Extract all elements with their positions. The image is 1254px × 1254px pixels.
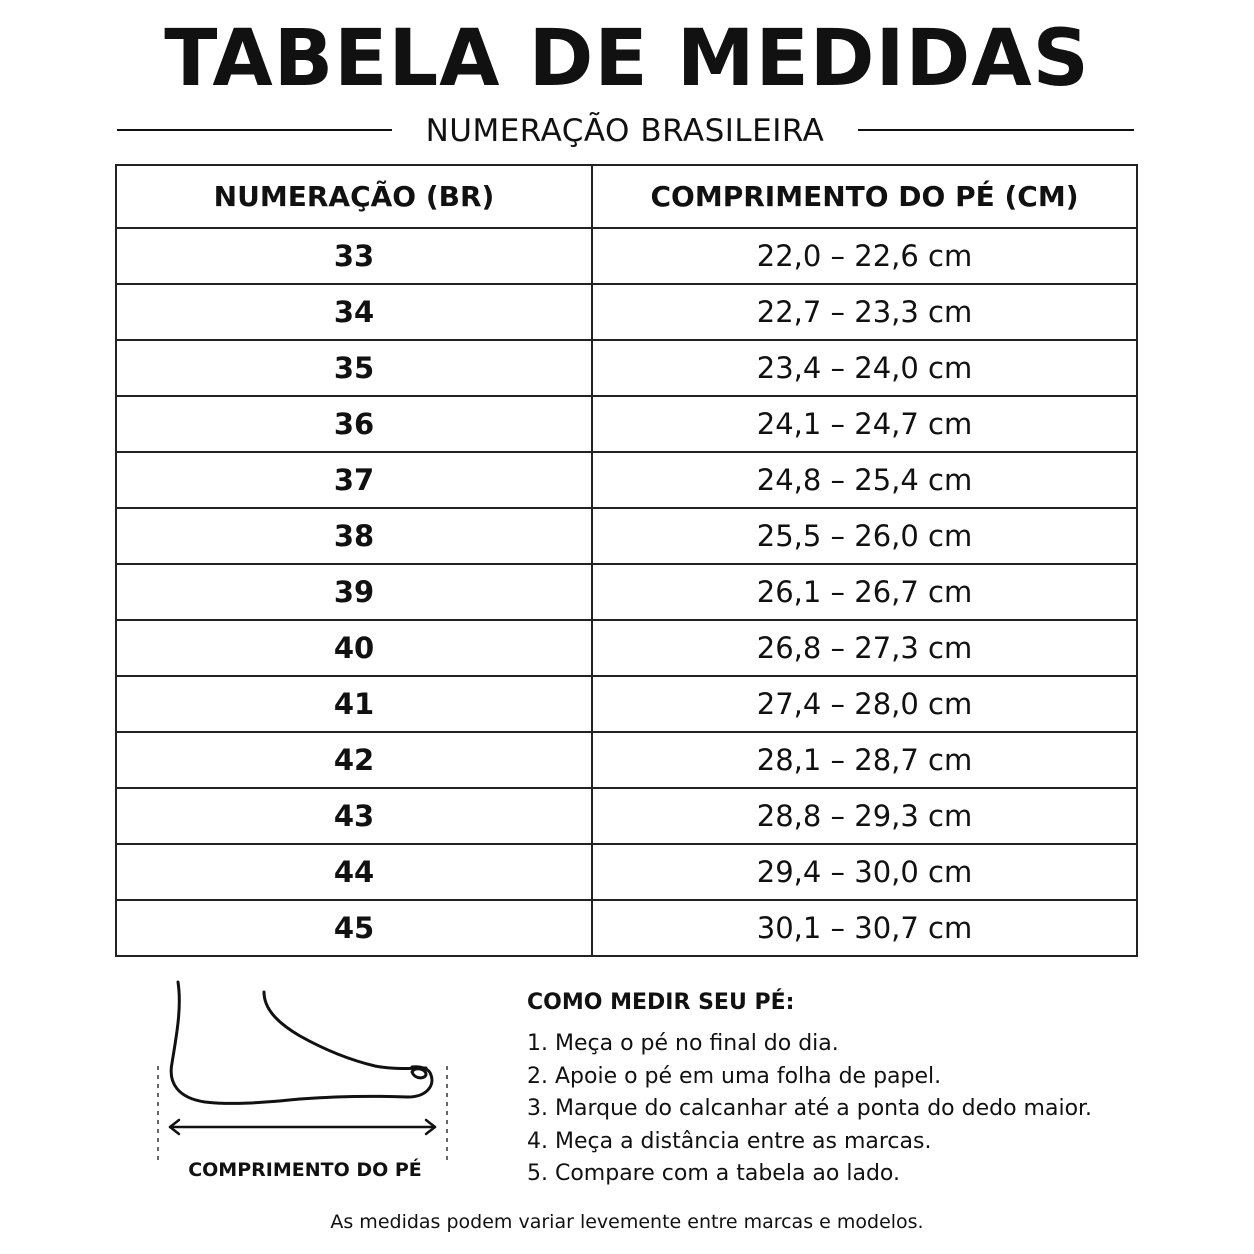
size-cell: 37 (116, 452, 592, 508)
table-row (116, 900, 1137, 956)
length-cell: 26,8 – 27,3 cm (592, 620, 1137, 676)
length-cell: 28,1 – 28,7 cm (592, 732, 1137, 788)
length-cell: 28,8 – 29,3 cm (592, 788, 1137, 844)
table-row (116, 620, 1137, 676)
size-cell: 34 (116, 284, 592, 340)
howto-step: 1. Meça o pé no final do dia. (527, 1031, 839, 1056)
table-row (116, 564, 1137, 620)
size-cell: 35 (116, 340, 592, 396)
size-cell: 33 (116, 228, 592, 284)
table-row (116, 676, 1137, 732)
page-title: TABELA DE MEDIDAS (164, 14, 1090, 104)
size-cell: 41 (116, 676, 592, 732)
foot-outline-icon (150, 978, 460, 1183)
table-row (116, 396, 1137, 452)
table-row (116, 508, 1137, 564)
length-cell: 24,8 – 25,4 cm (592, 452, 1137, 508)
size-cell: 42 (116, 732, 592, 788)
size-cell: 43 (116, 788, 592, 844)
table-header-row (116, 165, 1137, 228)
table-row (116, 452, 1137, 508)
size-cell: 39 (116, 564, 592, 620)
length-cell: 29,4 – 30,0 cm (592, 844, 1137, 900)
column-header-length: COMPRIMENTO DO PÉ (CM) (592, 165, 1137, 228)
table-row (116, 732, 1137, 788)
column-header-size: NUMERAÇÃO (BR) (116, 165, 592, 228)
length-cell: 25,5 – 26,0 cm (592, 508, 1137, 564)
subtitle-divider-right (858, 129, 1134, 131)
length-cell: 23,4 – 24,0 cm (592, 340, 1137, 396)
length-cell: 26,1 – 26,7 cm (592, 564, 1137, 620)
footnote: As medidas podem variar levemente entre marcas e modelos. (330, 1211, 924, 1233)
length-cell: 27,4 – 28,0 cm (592, 676, 1137, 732)
foot-length-caption: COMPRIMENTO DO PÉ (188, 1159, 422, 1181)
table-row (116, 340, 1137, 396)
howto-step: 3. Marque do calcanhar até a ponta do dedo maior. (527, 1096, 1093, 1121)
table-body (116, 228, 1137, 956)
size-cell: 45 (116, 900, 592, 956)
howto-step: 2. Apoie o pé em uma folha de papel. (527, 1063, 942, 1089)
subtitle-divider-left (117, 129, 392, 131)
size-table (115, 164, 1138, 957)
size-cell: 38 (116, 508, 592, 564)
table-row (116, 788, 1137, 844)
page-subtitle: NUMERAÇÃO BRASILEIRA (425, 113, 825, 149)
howto-step: 5. Compare com a tabela ao lado. (527, 1161, 900, 1186)
length-cell: 22,7 – 23,3 cm (592, 284, 1137, 340)
size-cell: 44 (116, 844, 592, 900)
table-row (116, 844, 1137, 900)
howto-step: 4. Meça a distância entre as marcas. (527, 1128, 932, 1154)
howto-title: COMO MEDIR SEU PÉ: (527, 990, 795, 1015)
length-cell: 30,1 – 30,7 cm (592, 900, 1137, 956)
length-cell: 22,0 – 22,6 cm (592, 228, 1137, 284)
table-row (116, 228, 1137, 284)
table-row (116, 284, 1137, 340)
howto-steps (527, 1028, 1092, 1191)
size-cell: 40 (116, 620, 592, 676)
size-cell: 36 (116, 396, 592, 452)
length-cell: 24,1 – 24,7 cm (592, 396, 1137, 452)
